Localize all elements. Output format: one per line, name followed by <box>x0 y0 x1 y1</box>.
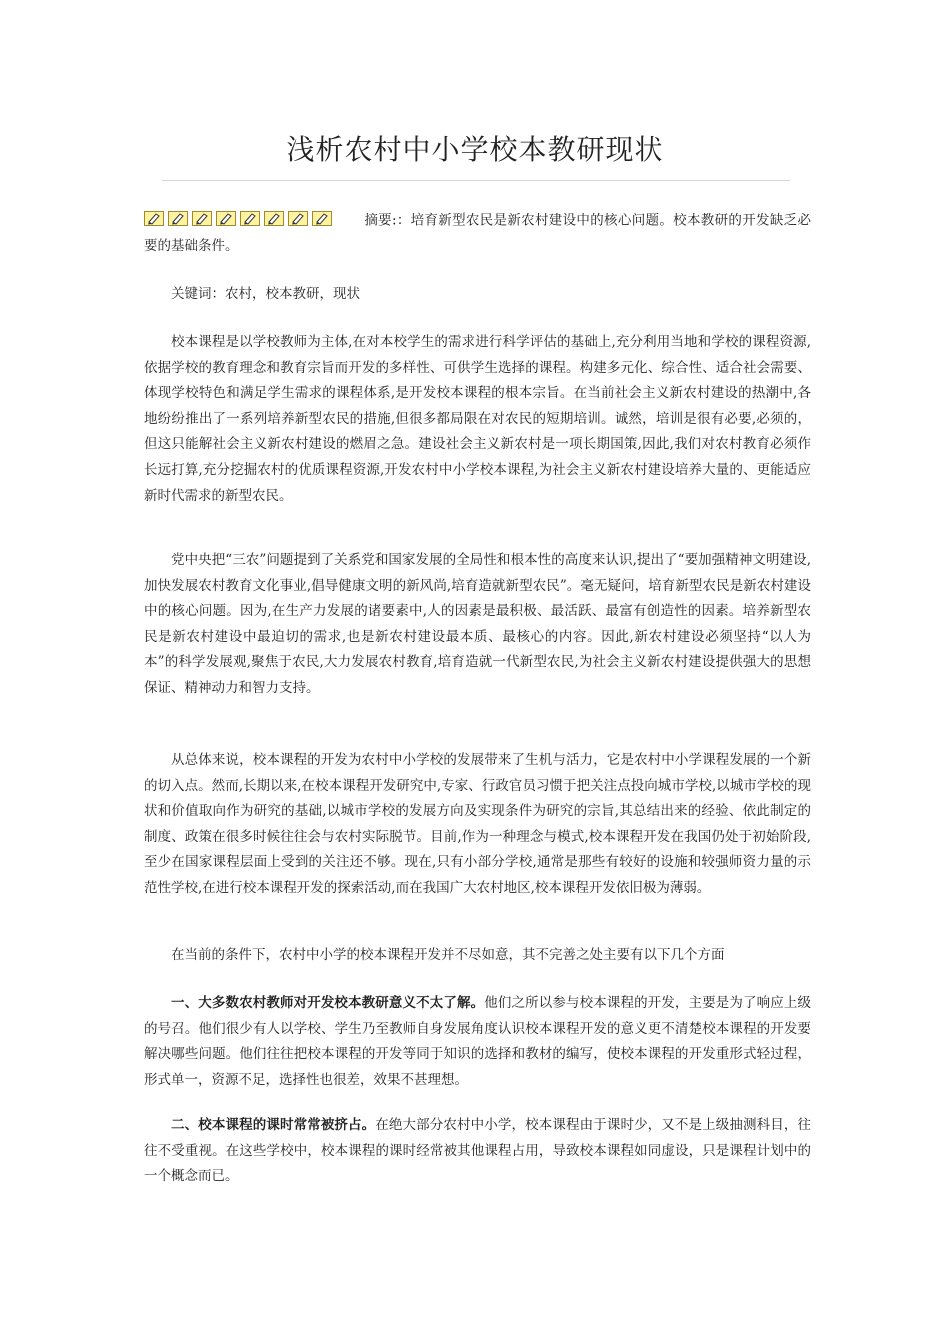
keywords-text: 关键词：农村，校本教研，现状 <box>171 286 360 302</box>
pencil-icon <box>216 211 236 226</box>
pencil-icon <box>192 211 212 226</box>
keywords-block <box>144 282 811 308</box>
paragraph-text: 校本课程是以学校教师为主体,在对本校学生的需求进行科学评估的基础上,充分利用当地和学校的课程资源,依据学校的教育理念和教育宗旨而开发的多样性、可供学生选择的课程。构建多元化、综合性、适合社会需要、体现学校特色和满足学生需求的课程体系,是开发校本课程的根本宗旨。在当前社会主义新农村建设的热潮中,各地纷纷推出了一系列培养新型农民的措施,但很多都局限在对农民的短期培训。诚然，培训是很有必要,必须的，但这只能解社会主义新农村建设的燃眉之急。建设社会主义新农村是一项长期国策,因此,我们对农村教育必须作长远打算,充分挖掘农村的优质课程资源,开发农村中小学校本课程,为社会主义新农村建设培养大量的、更能适应新时代需求的新型农民。 <box>144 334 811 504</box>
abstract-block <box>144 208 811 259</box>
pencil-icon <box>240 211 260 226</box>
point-2-body: 在绝大部分农村中小学，校本课程由于课时少，又不是上级抽测科目，往往不受重视。在这些学校中，校本课程的课时经常被其他课程占用，导致校本课程如同虚设，只是课程计划中的一个概念而已。 <box>144 1117 812 1185</box>
point-2-paragraph <box>144 1113 811 1190</box>
paragraph-text: 在当前的条件下，农村中小学的校本课程开发并不尽如意，其不完善之处主要有以下几个方面 <box>171 947 725 963</box>
paragraph-1 <box>144 330 811 509</box>
point-2-heading: 二、校本课程的课时常常被挤占。 <box>171 1117 376 1133</box>
page-title: 浅析农村中小学校本教研现状 <box>286 133 664 166</box>
pencil-icon <box>144 211 164 226</box>
point-1-body: 他们之所以参与校本课程的开发，主要是为了响应上级的号召。他们很少有人以学校、学生乃至教师自身发展角度认识校本课程开发的意义更不清楚校本课程的开发要解决哪些问题。他们往往把校本课程的开发等同于知识的选择和教材的编写，使校本课程的开发重形式轻过程，形式单一，资源不足，选择性也很差，效果不甚理想。 <box>144 995 811 1088</box>
pencil-icon <box>312 211 332 226</box>
pencil-icon <box>168 211 188 226</box>
point-2 <box>144 1113 811 1190</box>
pencil-icon <box>288 211 308 226</box>
paragraph-2 <box>144 548 811 702</box>
paragraph-3 <box>144 748 811 902</box>
point-1 <box>144 991 811 1093</box>
decorative-icon-strip <box>144 206 336 232</box>
paragraph-text: 党中央把“三农”问题提到了关系党和国家发展的全局性和根本性的高度来认识,提出了“要加强精神文明建设,加快发展农村教育文化事业,倡导健康文明的新风尚,培育造就新型农民”。毫无疑问，培育新型农民是新农村建设中的核心问题。因为,在生产力发展的诸要素中,人的因素是最积极、最活跃、最富有创造性的因素。培养新型农民是新农村建设中最迫切的需求,也是新农村建设最本质、最核心的内容。因此,新农村建设必须坚持“以人为本”的科学发展观,聚焦于农民,大力发展农村教育,培育造就一代新型农民,为社会主义新农村建设提供强大的思想保证、精神动力和智力支持。 <box>144 552 811 696</box>
pencil-icon <box>264 211 284 226</box>
point-1-heading: 一、大多数农村教师对开发校本教研意义不太了解。 <box>171 995 485 1011</box>
paragraph-text: 从总体来说，校本课程的开发为农村中小学校的发展带来了生机与活力，它是农村中小学课程发展的一个新的切入点。然而,长期以来,在校本课程开发研究中,专家、行政官员习惯于把关注点投向城市学校,以城市学校的现状和价值取向作为研究的基础,以城市学校的发展方向及实现条件为研究的宗旨,其总结出来的经验、依此制定的制度、政策在很多时候往往会与农村实际脱节。目前,作为一种理念与模式,校本课程开发在我国仍处于初始阶段,至少在国家课程层面上受到的关注还不够。现在,只有小部分学校,通常是那些有较好的设施和较强师资力量的示范性学校,在进行校本课程开发的探索活动,而在我国广大农村地区,校本课程开发依旧极为薄弱。 <box>144 752 811 896</box>
point-1-paragraph <box>144 991 811 1093</box>
title-divider <box>162 180 790 181</box>
paragraph-4 <box>144 943 811 969</box>
abstract-text: 摘要:：培育新型农民是新农村建设中的核心问题。校本教研的开发缺乏必要的基础条件。 <box>144 212 811 254</box>
